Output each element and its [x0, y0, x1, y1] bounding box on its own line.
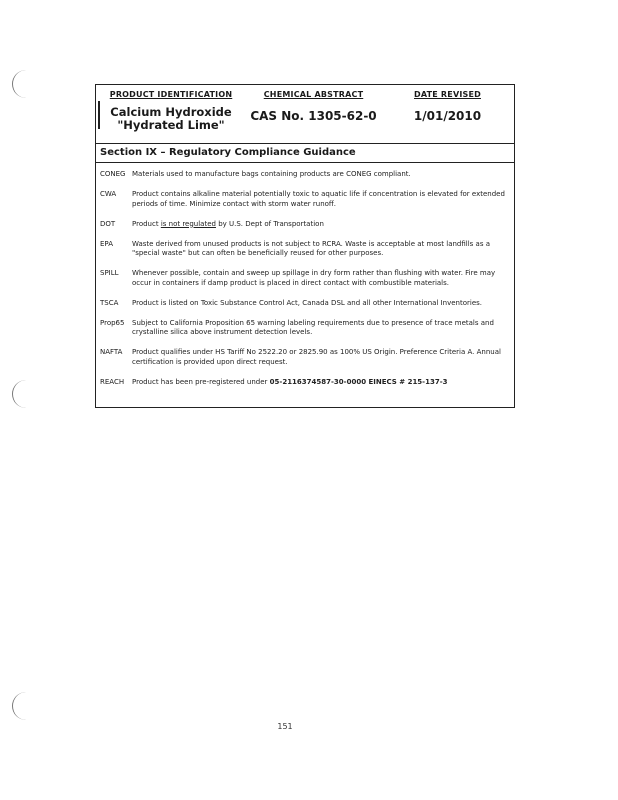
regulation-text — [132, 378, 508, 388]
regulation-text-pre: Product has been pre-registered under — [132, 377, 270, 386]
compliance-row-coneg — [96, 170, 514, 180]
regulation-text-underlined: is not regulated — [160, 219, 216, 228]
chemical-abstract-label: CHEMICAL ABSTRACT — [263, 90, 364, 99]
regulation-code: TSCA — [100, 298, 119, 307]
date-revised-cell — [381, 85, 514, 143]
regulation-code: Prop65 — [100, 318, 125, 327]
compliance-row-spill — [96, 269, 514, 288]
regulation-text: Product qualifies under HS Tariff No 2522.20 or 2825.90 as 100% US Origin. Preference Criteria A. Annual certification is provided upon direct request. — [132, 348, 501, 366]
compliance-row-dot — [96, 220, 514, 230]
date-revised-value: 1/01/2010 — [413, 109, 482, 123]
product-identification-cell — [96, 85, 246, 143]
cas-number: CAS No. 1305-62-0 — [250, 109, 377, 123]
regulation-code: CWA — [100, 190, 117, 198]
header-bar-mark — [98, 101, 100, 129]
compliance-row-prop65 — [96, 319, 514, 338]
regulation-code: DOT — [100, 219, 116, 228]
binder-hole-mark — [12, 70, 27, 98]
registration-number: 05-2116374587-30-0000 EINECS # 215-137-3 — [269, 377, 448, 386]
regulation-text: Subject to California Proposition 65 warning labeling requirements due to presence of trace metals and crystalline silica above instrument detection levels. — [132, 318, 494, 336]
product-identification-label: PRODUCT IDENTIFICATION — [109, 90, 233, 99]
regulation-text: Whenever possible, contain and sweep up spillage in dry form rather than flushing with water. Fire may occur in containers if damp product is placed in direct contact with combustible materials. — [132, 269, 496, 287]
compliance-row-cwa — [96, 190, 514, 209]
regulation-text: Product contains alkaline material potentially toxic to aquatic life if concentration is elevated for extended periods of time. Minimize contact with storm water runoff. — [132, 190, 505, 208]
regulation-text: Waste derived from unused products is not subject to RCRA. Waste is acceptable at most landfills as a "special waste" but can often be beneficially reused for other purposes. — [132, 239, 490, 257]
compliance-row-tsca — [96, 299, 514, 309]
product-name: Calcium Hydroxide — [110, 105, 232, 119]
compliance-list — [96, 163, 514, 387]
regulation-code: EPA — [100, 239, 113, 248]
binder-hole-mark — [12, 380, 27, 408]
chemical-abstract-cell — [246, 85, 381, 143]
sheet-header — [96, 85, 514, 144]
page-number: 151 — [277, 722, 293, 731]
regulation-code: SPILL — [100, 269, 119, 277]
product-common-name: "Hydrated Lime" — [117, 118, 225, 132]
compliance-row-nafta — [96, 348, 514, 367]
regulation-text-pre: Product — [132, 219, 161, 228]
regulation-code: CONEG — [100, 170, 126, 178]
regulation-text: Materials used to manufacture bags containing products are CONEG compliant. — [132, 170, 411, 178]
compliance-row-reach — [96, 378, 514, 388]
regulation-text — [132, 220, 508, 230]
date-revised-label: DATE REVISED — [414, 90, 481, 99]
compliance-row-epa — [96, 240, 514, 259]
regulation-code: REACH — [100, 377, 125, 386]
regulation-text: Product is listed on Toxic Substance Control Act, Canada DSL and all other International Inventories. — [132, 298, 483, 307]
section-title: Section IX – Regulatory Compliance Guidance — [96, 144, 514, 163]
data-sheet — [95, 84, 515, 408]
binder-hole-mark — [12, 692, 27, 720]
regulation-code: NAFTA — [100, 348, 123, 356]
regulation-text-post: by U.S. Dept of Transportation — [215, 219, 324, 228]
